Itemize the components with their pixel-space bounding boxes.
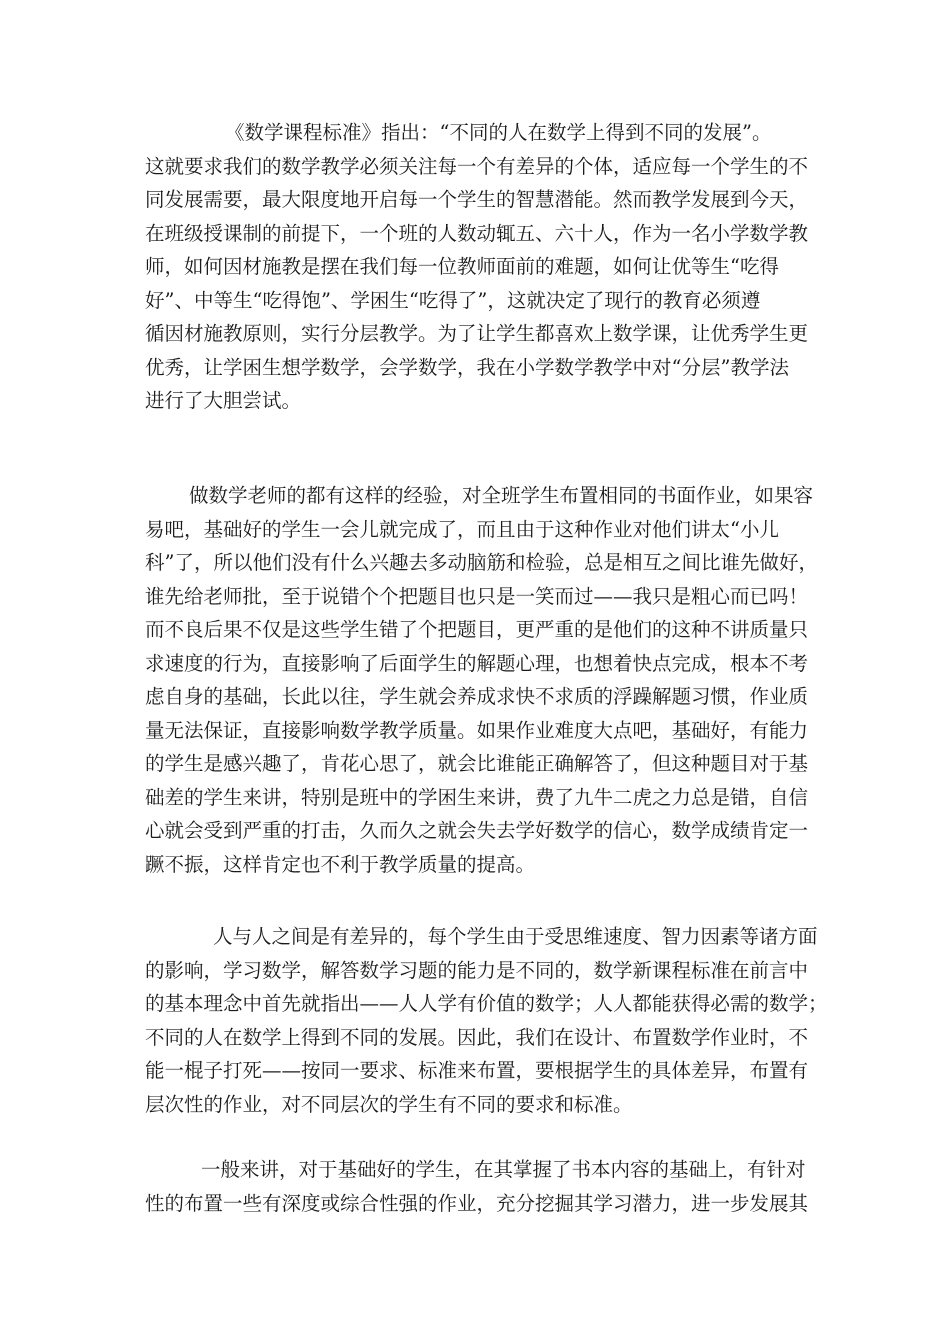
text-line: 进行了大胆尝试。 — [145, 389, 302, 412]
text-line: 虑自身的基础，长此以往，学生就会养成求快不求质的浮躁解题习惯，作业质 — [145, 685, 809, 708]
text-line: 谁先给老师批，至于说错个个把题目也只是一笑而过——我只是粗心而已吗！ — [145, 584, 809, 608]
text-line: 《数学课程标准》指出：“不同的人在数学上得到不同的发展”。 — [225, 121, 772, 144]
text-line: 的影响，学习数学，解答数学习题的能力是不同的，数学新课程标准在前言中 — [145, 958, 809, 982]
text-line: 求速度的行为，直接影响了后面学生的解题心理，也想着快点完成，根本不考 — [145, 651, 809, 675]
text-line: 好”、中等生“吃得饱”、学困生“吃得了”，这就决定了现行的教育必须遵 — [145, 288, 761, 312]
text-line: 一般来讲，对于基础好的学生，在其掌握了书本内容的基础上，有针对 — [201, 1158, 806, 1181]
paragraph-1 — [145, 116, 808, 418]
text-line: 师，如何因材施教是摆在我们每一位教师面前的难题，如何让优等生“吃得 — [145, 255, 779, 278]
text-line: 蹶不振，这样肯定也不利于教学质量的提高。 — [145, 852, 536, 876]
text-line: 科”了，所以他们没有什么兴趣去多动脑筋和检验，总是相互之间比谁先做好， — [145, 551, 818, 574]
paragraph-3 — [145, 920, 828, 1121]
text-line: 人与人之间是有差异的，每个学生由于受思维速度、智力因素等诸方面 — [213, 925, 818, 948]
text-line: 不同的人在数学上得到不同的发展。因此，我们在设计、布置数学作业时，不 — [145, 1025, 809, 1049]
text-line: 量无法保证，直接影响数学教学质量。如果作业难度大点吧，基础好，有能力 — [145, 718, 809, 742]
text-line: 层次性的作业，对不同层次的学生有不同的要求和标准。 — [145, 1092, 633, 1116]
text-line: 础差的学生来讲，特别是班中的学困生来讲，费了九牛二虎之力总是错，自信 — [145, 785, 809, 809]
text-line: 性的布置一些有深度或综合性强的作业，充分挖掘其学习潜力，进一步发展其 — [145, 1191, 809, 1215]
paragraph-4 — [145, 1153, 808, 1220]
text-line: 这就要求我们的数学教学必须关注每一个有差异的个体，适应每一个学生的不 — [145, 154, 809, 178]
text-line: 易吧，基础好的学生一会儿就完成了，而且由于这种作业对他们讲太“小儿 — [145, 517, 779, 541]
text-line: 在班级授课制的前提下，一个班的人数动辄五、六十人，作为一名小学数学教 — [145, 221, 809, 245]
text-line: 的学生是感兴趣了，肯花心思了，就会比谁能正确解答了，但这种题目对于基 — [145, 752, 809, 775]
text-line: 循因材施教原则，实行分层教学。为了让学生都喜欢上数学课，让优秀学生更 — [145, 322, 809, 345]
article-body — [145, 0, 828, 1344]
text-line: 做数学老师的都有这样的经验，对全班学生布置相同的书面作业，如果容 — [189, 484, 814, 507]
text-line: 同发展需要，最大限度地开启每一个学生的智慧潜能。然而教学发展到今天， — [145, 188, 809, 211]
text-line: 能一棍子打死——按同一要求、标准来布置，要根据学生的具体差异，布置有 — [145, 1059, 809, 1082]
paragraph-2 — [145, 479, 818, 881]
text-line: 的基本理念中首先就指出——人人学有价值的数学；人人都能获得必需的数学； — [145, 992, 828, 1015]
text-line: 而不良后果不仅是这些学生错了个把题目，更严重的是他们的这种不讲质量只 — [145, 618, 809, 641]
text-line: 心就会受到严重的打击，久而久之就会失去学好数学的信心，数学成绩肯定一 — [145, 819, 809, 842]
text-line: 优秀，让学困生想学数学，会学数学，我在小学数学教学中对“分层”教学法 — [145, 355, 789, 379]
